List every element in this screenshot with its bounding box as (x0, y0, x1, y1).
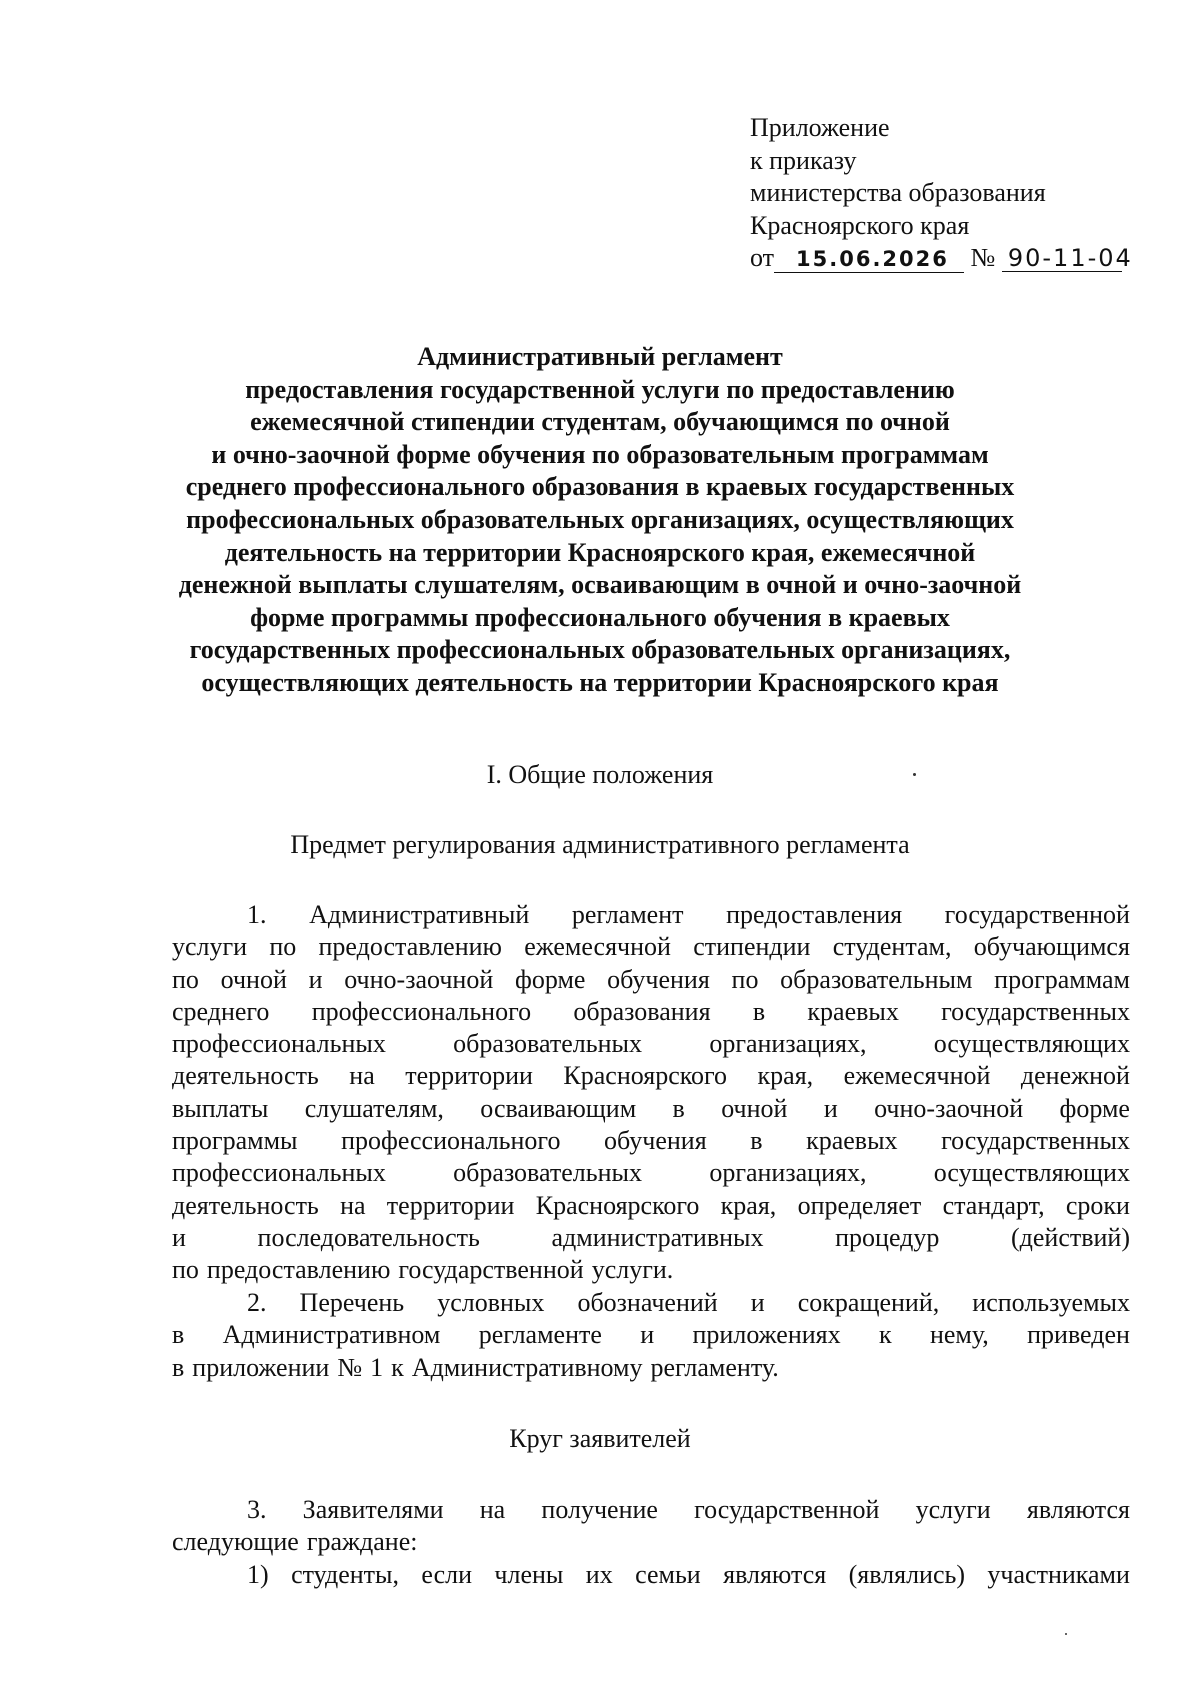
paragraph-line (172, 996, 1130, 1028)
word: услуги (915, 1495, 991, 1524)
word: регламенте (478, 1320, 602, 1350)
word: ежемесячной (524, 932, 671, 962)
subheading-applicants: Круг заявителей (509, 1424, 691, 1453)
word: государственной (944, 900, 1130, 929)
word: по (172, 1255, 199, 1285)
word: форме (1059, 1093, 1130, 1123)
word: сокращений, (797, 1288, 940, 1317)
word: приложениях (692, 1320, 841, 1350)
word: государственных (941, 1126, 1130, 1156)
approval-line-order: к приказу (750, 145, 857, 175)
word: № (337, 1352, 363, 1382)
word: на (340, 1190, 366, 1220)
word: и (823, 1093, 838, 1123)
word: ежемесячной (843, 1061, 991, 1091)
paragraph-line (172, 964, 1130, 996)
word: 2. (247, 1288, 267, 1317)
title-line: осуществляющих деятельность на территории Красноярского края (201, 667, 999, 697)
title-line: деятельность на территории Красноярского края, ежемесячной (224, 537, 976, 567)
title-line: форме программы профессионального обучения в краевых (250, 602, 950, 632)
word: профессиональных (172, 1029, 386, 1059)
word: территории (405, 1061, 533, 1091)
word: форме (514, 964, 586, 994)
word: являются (723, 1560, 827, 1589)
word: по (731, 964, 759, 994)
word: профессиональных (172, 1158, 386, 1188)
word: граждане: (306, 1527, 418, 1557)
word: государственной (398, 1255, 584, 1285)
word: студентам, (832, 932, 952, 962)
word: государственной (694, 1495, 880, 1524)
word: в (672, 1093, 685, 1123)
word: участниками (987, 1560, 1130, 1589)
paragraph-line (172, 1254, 1130, 1286)
word: предоставлению (206, 1255, 391, 1285)
subheading-subject: Предмет регулирования административного регламента (290, 830, 910, 859)
title-line: денежной выплаты слушателям, осваивающим в очной и очно-заочной (178, 570, 1022, 600)
word: семьи (635, 1560, 701, 1589)
word: следующие (172, 1527, 299, 1557)
word: предоставления (726, 900, 903, 929)
paragraph-line (172, 1559, 1130, 1591)
word: образовательных (453, 1158, 642, 1188)
paragraph-line (172, 1222, 1130, 1254)
word: профессионального (311, 996, 532, 1026)
word: среднего (172, 996, 270, 1026)
word: выплаты (172, 1093, 269, 1123)
word: краевых (807, 996, 899, 1026)
approval-line-appendix: Приложение (750, 113, 890, 142)
paragraph-line (172, 1093, 1130, 1125)
paragraph-4 (172, 1559, 1130, 1591)
order-date-number-line (750, 242, 1133, 275)
word: и (308, 964, 323, 994)
word: сроки (1065, 1190, 1130, 1220)
word: регламент (571, 900, 684, 929)
word: в (750, 1126, 763, 1156)
word: стандарт, (942, 1190, 1045, 1220)
word: условных (437, 1288, 545, 1317)
word: услуги (172, 932, 248, 962)
paragraph-1 (172, 899, 1130, 1287)
word: (являлись) (848, 1560, 966, 1589)
paragraph-3 (172, 1494, 1130, 1559)
word: предоставлению (318, 932, 502, 962)
word: и (750, 1288, 765, 1317)
word: и (172, 1222, 186, 1252)
word: студенты, (291, 1560, 399, 1589)
word: к (878, 1320, 892, 1350)
approval-block (750, 112, 1133, 275)
title-line: профессиональных образовательных организациях, осуществляющих (186, 504, 1014, 534)
word: 1) (247, 1560, 269, 1589)
word: по (172, 964, 199, 994)
word: являются (1026, 1495, 1130, 1524)
word: если (421, 1560, 473, 1589)
word: Административный (309, 900, 530, 929)
word: процедур (835, 1222, 940, 1252)
paragraph-line (172, 1319, 1130, 1351)
word: (действий) (1010, 1222, 1130, 1252)
paragraph-line (172, 1060, 1130, 1092)
word: очной (721, 1093, 788, 1123)
word: обозначений (577, 1288, 718, 1317)
word: профессионального (341, 1126, 561, 1156)
scan-speck (1065, 1633, 1067, 1635)
document-title (150, 341, 1050, 700)
title-line: среднего профессионального образования в краевых государственных (185, 472, 1015, 502)
paragraph-line (172, 1494, 1130, 1526)
word: стипендии (693, 932, 811, 962)
title-line: ежемесячной стипендии студентам, обучающимся по очной (250, 407, 950, 437)
word: 3. (247, 1495, 267, 1524)
paragraph-line (172, 1287, 1130, 1319)
approval-line-ministry: министерства образования (750, 178, 1046, 207)
word: осуществляющих (933, 1029, 1130, 1059)
word: Административном (222, 1320, 441, 1350)
word: образования (573, 996, 711, 1026)
word: территории (386, 1190, 515, 1220)
word: по (269, 932, 297, 962)
word: программы (172, 1126, 298, 1156)
paragraph-line (172, 1352, 1130, 1384)
word: Административному (411, 1352, 643, 1382)
word: их (585, 1560, 613, 1589)
word: очно-заочной (344, 964, 494, 994)
word: в (172, 1352, 185, 1382)
title-line: предоставления государственной услуги по предоставлению (245, 374, 955, 404)
paragraph-line (172, 1028, 1130, 1060)
paragraph-line (172, 1157, 1130, 1189)
word: государственных (941, 996, 1130, 1026)
word: осваивающим (480, 1093, 637, 1123)
paragraph-line (172, 1526, 1130, 1558)
title-line: Административный регламент (417, 342, 783, 371)
paragraph-line (172, 1125, 1130, 1157)
word: и (640, 1320, 655, 1350)
word: денежной (1020, 1061, 1130, 1091)
word: последовательность (257, 1222, 480, 1252)
word: на (479, 1495, 506, 1524)
from-label: от (750, 243, 775, 272)
word: определяет (797, 1190, 922, 1220)
word: краевых (806, 1126, 898, 1156)
word: очно-заочной (874, 1093, 1024, 1123)
title-line: и очно-заочной форме обучения по образовательным программам (211, 439, 989, 469)
word: 1. (247, 900, 267, 929)
word: обучающимся (973, 932, 1130, 962)
word: Заявителями (302, 1495, 444, 1524)
word: получение (541, 1495, 658, 1524)
word: нему, (929, 1320, 989, 1350)
word: деятельность (172, 1061, 319, 1091)
word: члены (494, 1560, 564, 1589)
word: Красноярского (563, 1061, 728, 1091)
section-heading: I. Общие положения (486, 760, 714, 789)
paragraph-line (172, 931, 1130, 963)
scan-speck (913, 773, 916, 776)
paragraph-line (172, 1190, 1130, 1222)
word: осуществляющих (933, 1158, 1130, 1188)
word: 1 (370, 1352, 384, 1382)
title-line: государственных профессиональных образовательных организациях, (189, 635, 1011, 665)
order-date-handwritten: 15.06.2026 (774, 246, 964, 273)
word: организациях, (709, 1029, 867, 1059)
word: Красноярского (535, 1190, 700, 1220)
word: к (391, 1352, 404, 1382)
word: административных (551, 1222, 764, 1252)
word: края, (757, 1061, 814, 1091)
word: образовательным (780, 964, 973, 994)
word: приведен (1027, 1320, 1130, 1350)
approval-line-region: Красноярского края (750, 210, 970, 240)
word: обучения (604, 1126, 707, 1156)
word: Перечень (299, 1288, 405, 1317)
paragraph-2 (172, 1287, 1130, 1384)
word: обучения (607, 964, 710, 994)
word: приложении (192, 1352, 330, 1382)
word: услуги. (591, 1255, 674, 1285)
word: в (752, 996, 766, 1026)
word: регламенту. (650, 1352, 779, 1382)
word: очной (220, 964, 287, 994)
word: деятельность (172, 1190, 319, 1220)
word: используемых (972, 1288, 1130, 1317)
word: на (349, 1061, 375, 1091)
word: слушателям, (304, 1093, 444, 1123)
number-label: № (970, 243, 996, 272)
word: организациях, (709, 1158, 867, 1188)
word: образовательных (453, 1029, 642, 1059)
word: программам (994, 964, 1130, 994)
word: края, (720, 1190, 777, 1220)
word: в (172, 1320, 185, 1350)
order-number-handwritten: 90-11-04 (1002, 245, 1122, 272)
paragraph-line (172, 899, 1130, 931)
